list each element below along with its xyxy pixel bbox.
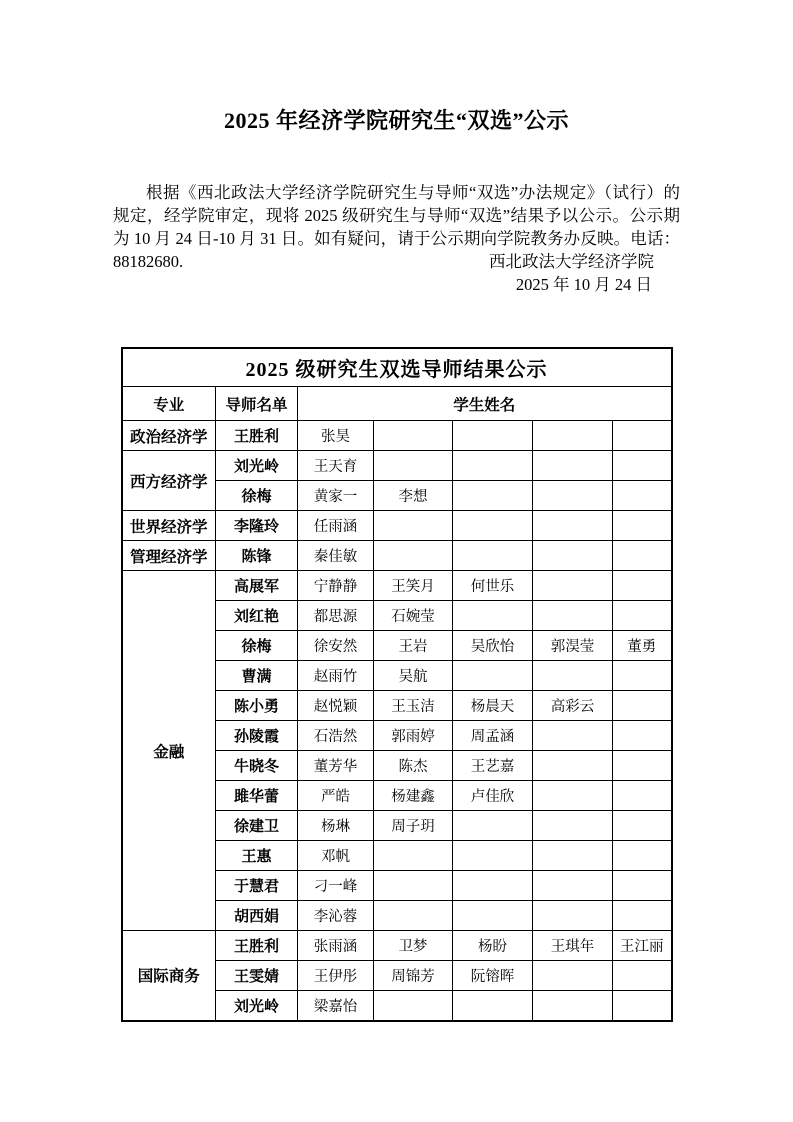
empty-cell [613,451,672,481]
signature-row [113,250,680,273]
empty-cell [613,481,672,511]
student-cell: 宁静静 [298,571,374,601]
table-row [122,451,672,481]
signature: 西北政法大学经济学院 [489,252,654,271]
empty-cell [453,601,533,631]
student-cell: 秦佳敏 [298,541,374,571]
empty-cell [613,541,672,571]
student-cell: 李沁蓉 [298,901,374,931]
student-cell: 杨琳 [298,811,374,841]
teacher-cell: 王胜利 [216,421,298,451]
empty-cell [453,661,533,691]
empty-cell [374,901,453,931]
student-cell: 王江丽 [613,931,672,961]
student-cell: 任雨涵 [298,511,374,541]
teacher-cell: 王惠 [216,841,298,871]
student-cell: 王艺嘉 [453,751,533,781]
teacher-cell: 陈小勇 [216,691,298,721]
empty-cell [533,661,613,691]
header-students: 学生姓名 [298,387,672,421]
empty-cell [613,961,672,991]
student-cell: 陈杰 [374,751,453,781]
student-cell: 周子玥 [374,811,453,841]
empty-cell [533,841,613,871]
empty-cell [533,511,613,541]
empty-cell [453,871,533,901]
student-cell: 吴航 [374,661,453,691]
empty-cell [374,991,453,1021]
empty-cell [613,841,672,871]
student-cell: 王伊彤 [298,961,374,991]
specialty-cell: 管理经济学 [122,541,216,571]
student-cell: 黄家一 [298,481,374,511]
header-specialty: 专业 [122,387,216,421]
teacher-cell: 徐建卫 [216,811,298,841]
student-cell: 都思源 [298,601,374,631]
teacher-cell: 于慧君 [216,871,298,901]
results-table [121,347,673,1022]
student-cell: 王琪年 [533,931,613,961]
student-cell: 董勇 [613,631,672,661]
student-cell: 梁嘉怡 [298,991,374,1021]
teacher-cell: 刘光岭 [216,991,298,1021]
signature-date: 2025 年 10 月 24 日 [515,275,652,294]
empty-cell [533,721,613,751]
empty-cell [533,991,613,1021]
teacher-cell: 徐梅 [216,631,298,661]
empty-cell [533,811,613,841]
empty-cell [533,571,613,601]
empty-cell [613,751,672,781]
student-cell: 杨建鑫 [374,781,453,811]
empty-cell [453,841,533,871]
student-cell: 邓帆 [298,841,374,871]
teacher-cell: 孙陵霞 [216,721,298,751]
intro-line: 为 10 月 24 日-10 月 31 日。如有疑问，请于公示期向学院教务办反映。电话： [113,229,680,248]
empty-cell [453,811,533,841]
empty-cell [613,421,672,451]
table-header-row [122,387,672,421]
teacher-cell: 雎华蕾 [216,781,298,811]
student-cell: 严皓 [298,781,374,811]
empty-cell [613,691,672,721]
empty-cell [533,481,613,511]
student-cell: 王天育 [298,451,374,481]
teacher-cell: 牛晓冬 [216,751,298,781]
intro-line: 规定，经学院审定，现将 2025 级研究生与导师“双选”结果予以公示。公示期 [113,206,680,225]
intro-paragraph [113,181,680,296]
empty-cell [613,601,672,631]
student-cell: 张昊 [298,421,374,451]
teacher-cell: 高展军 [216,571,298,601]
empty-cell [374,511,453,541]
table-row [122,571,672,601]
student-cell: 阮镕晖 [453,961,533,991]
empty-cell [533,961,613,991]
student-cell: 卢佳欣 [453,781,533,811]
empty-cell [533,421,613,451]
teacher-cell: 曹满 [216,661,298,691]
empty-cell [613,571,672,601]
empty-cell [613,991,672,1021]
empty-cell [374,421,453,451]
student-cell: 徐安然 [298,631,374,661]
empty-cell [533,451,613,481]
empty-cell [533,541,613,571]
teacher-cell: 胡西娟 [216,901,298,931]
empty-cell [453,901,533,931]
teacher-cell: 刘光岭 [216,451,298,481]
student-cell: 郭雨婷 [374,721,453,751]
header-teacher: 导师名单 [216,387,298,421]
student-cell: 石浩然 [298,721,374,751]
empty-cell [453,541,533,571]
student-cell: 何世乐 [453,571,533,601]
teacher-cell: 李隆玲 [216,511,298,541]
specialty-cell: 政治经济学 [122,421,216,451]
empty-cell [453,421,533,451]
empty-cell [533,781,613,811]
student-cell: 周锦芳 [374,961,453,991]
empty-cell [453,991,533,1021]
teacher-cell: 陈锋 [216,541,298,571]
teacher-cell: 王雯婧 [216,961,298,991]
student-cell: 杨晨天 [453,691,533,721]
phone-number: 88182680. [113,252,184,271]
student-cell: 高彩云 [533,691,613,721]
student-cell: 王玉洁 [374,691,453,721]
empty-cell [374,541,453,571]
teacher-cell: 刘红艳 [216,601,298,631]
teacher-cell: 徐梅 [216,481,298,511]
empty-cell [613,781,672,811]
empty-cell [374,451,453,481]
student-cell: 董芳华 [298,751,374,781]
empty-cell [613,661,672,691]
student-cell: 赵悦颖 [298,691,374,721]
table-title: 2025 级研究生双选导师结果公示 [122,348,672,387]
student-cell: 刁一峰 [298,871,374,901]
empty-cell [613,901,672,931]
student-cell: 周孟涵 [453,721,533,751]
student-cell: 李想 [374,481,453,511]
empty-cell [533,901,613,931]
empty-cell [613,871,672,901]
table-row [122,421,672,451]
empty-cell [453,481,533,511]
empty-cell [453,511,533,541]
empty-cell [533,751,613,781]
student-cell: 郭淏莹 [533,631,613,661]
document-title: 2025 年经济学院研究生“双选”公示 [223,108,569,133]
student-cell: 王岩 [374,631,453,661]
specialty-cell: 西方经济学 [122,451,216,511]
results-table-wrap [113,347,680,1022]
empty-cell [374,841,453,871]
table-row [122,511,672,541]
student-cell: 卫梦 [374,931,453,961]
student-cell: 石婉莹 [374,601,453,631]
empty-cell [533,871,613,901]
student-cell: 赵雨竹 [298,661,374,691]
student-cell: 王笑月 [374,571,453,601]
empty-cell [533,601,613,631]
student-cell: 杨盼 [453,931,533,961]
empty-cell [374,871,453,901]
empty-cell [613,721,672,751]
table-row [122,931,672,961]
student-cell: 张雨涵 [298,931,374,961]
empty-cell [453,451,533,481]
empty-cell [613,511,672,541]
specialty-cell: 世界经济学 [122,511,216,541]
specialty-cell: 国际商务 [122,931,216,1021]
intro-line: 根据《西北政法大学经济学院研究生与导师“双选”办法规定》（试行）的 [146,183,680,202]
table-row [122,541,672,571]
empty-cell [613,811,672,841]
student-cell: 吴欣怡 [453,631,533,661]
table-title-row [122,348,672,387]
teacher-cell: 王胜利 [216,931,298,961]
specialty-cell: 金融 [122,571,216,931]
